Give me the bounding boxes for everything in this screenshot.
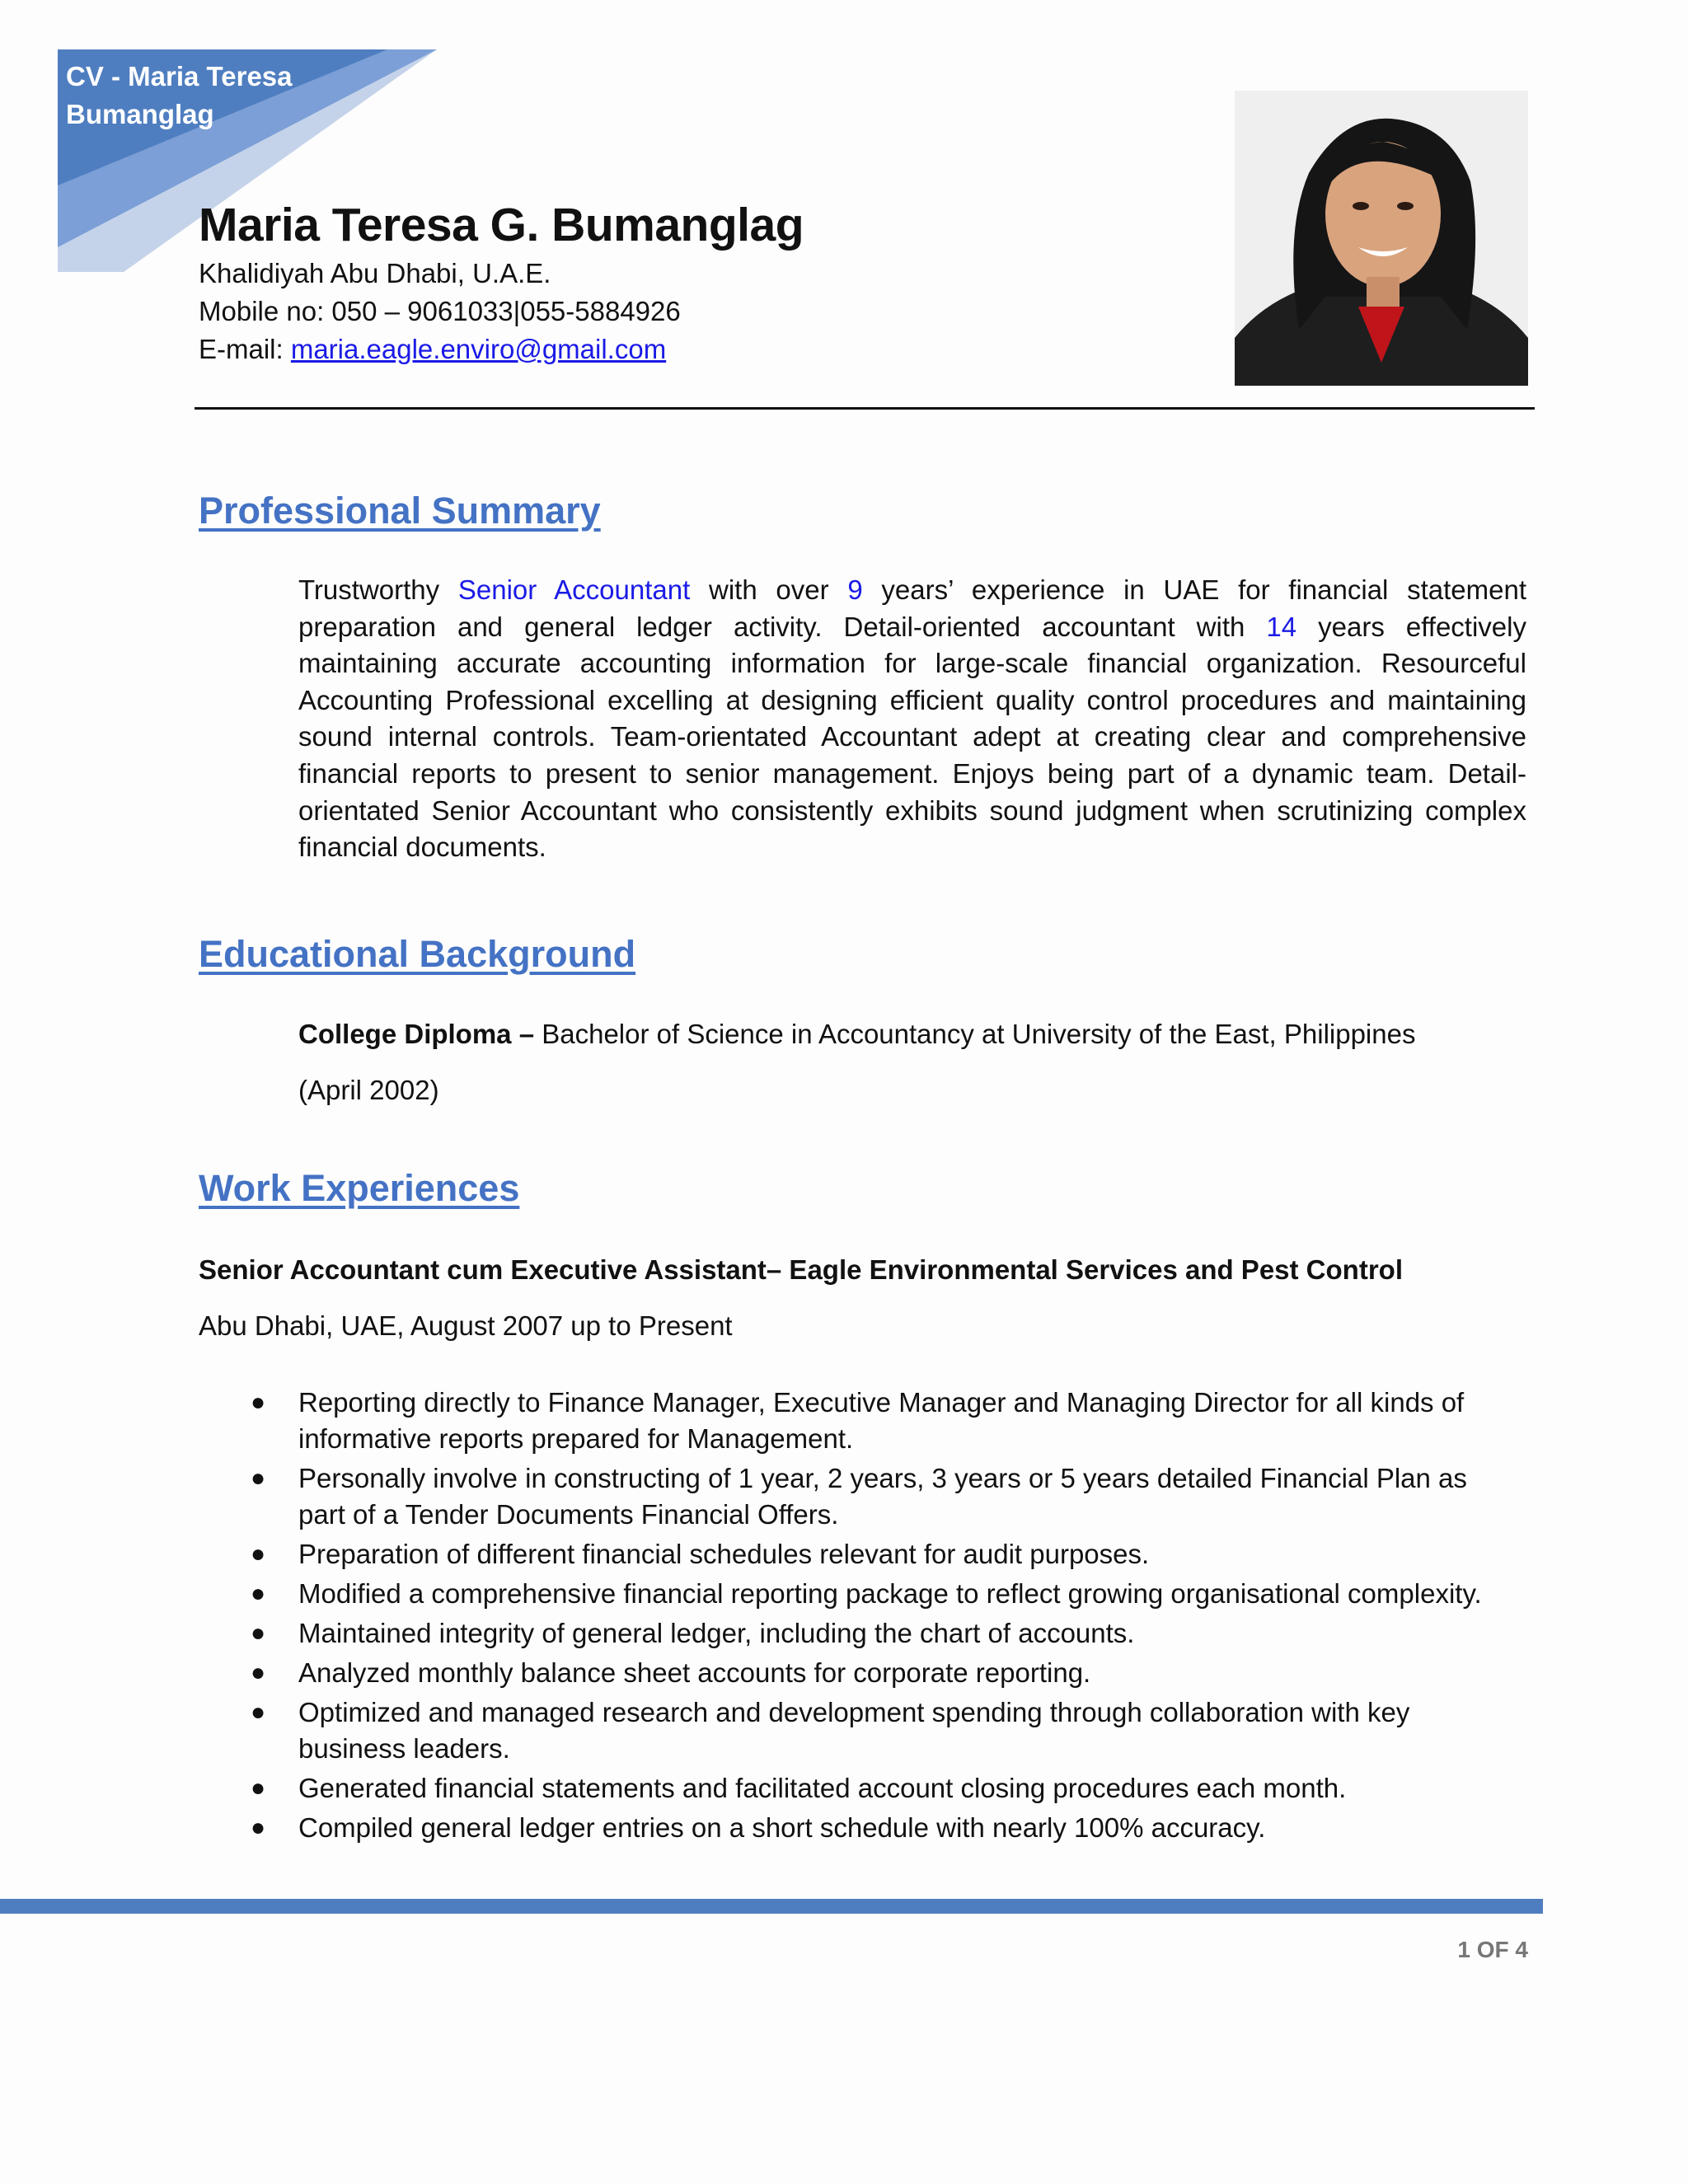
summary-text-4: years effectively maintaining accurate accounting information for large-scale financial organization. Resourceful Accounting Professional excelling at designing efficient quality control procedures and maintaining sound internal controls. Team-orientated Accountant adept at creating clear and comprehensive financial reports to present to senior management. Enjoys being part of a dynamic team. Detail-orientated Senior Accountant who consistently exhibits sound judgment when scrutinizing complex financial documents.: [298, 611, 1526, 863]
profile-photo: [1235, 91, 1528, 386]
education-degree: [298, 1019, 1415, 1050]
duty-text: Compiled general ledger entries on a short schedule with nearly 100% accuracy.: [298, 1812, 1266, 1843]
summary-paragraph: [298, 572, 1526, 866]
bullet-icon: ●: [251, 1465, 266, 1492]
bullet-icon: ●: [251, 1619, 266, 1647]
address: Khalidiyah Abu Dhabi, U.A.E.: [199, 258, 551, 288]
bullet-icon: ●: [251, 1774, 266, 1802]
job-location-date: Abu Dhabi, UAE, August 2007 up to Present: [199, 1310, 733, 1341]
email-line: [199, 334, 666, 365]
duty-item: [251, 1460, 1502, 1533]
duty-text: Generated financial statements and facilitated account closing procedures each month.: [298, 1773, 1347, 1803]
duty-text: Optimized and managed research and development spending through collaboration with key business leaders.: [298, 1697, 1410, 1764]
banner-title: [66, 58, 330, 134]
duty-text: Preparation of different financial schedules relevant for audit purposes.: [298, 1539, 1150, 1569]
banner-line-2: Bumanglag: [66, 99, 214, 129]
education-date: (April 2002): [298, 1075, 439, 1105]
bullet-icon: ●: [251, 1659, 266, 1686]
duty-item: [251, 1536, 1502, 1572]
duty-text: Analyzed monthly balance sheet accounts for corporate reporting.: [298, 1657, 1091, 1688]
summary-text-1: Trustworthy: [298, 574, 458, 605]
summary-heading: Professional Summary: [199, 490, 601, 532]
page-number: 1 OF 4: [1457, 1937, 1528, 1962]
summary-years-total: 14: [1266, 611, 1297, 642]
candidate-name: Maria Teresa G. Bumanglag: [199, 199, 804, 251]
banner-line-1: CV - Maria Teresa: [66, 61, 293, 91]
bullet-icon: ●: [251, 1814, 266, 1841]
duty-item: [251, 1770, 1502, 1807]
bullet-icon: ●: [251, 1699, 266, 1726]
bullet-icon: ●: [251, 1540, 266, 1568]
duty-text: Maintained integrity of general ledger, including the chart of accounts.: [298, 1618, 1135, 1648]
degree-label: College Diploma –: [298, 1019, 542, 1049]
duty-text: Modified a comprehensive financial reporting package to reflect growing organisational complexity.: [298, 1578, 1482, 1609]
duty-item: [251, 1694, 1502, 1767]
summary-text-2: with over: [690, 574, 848, 605]
duty-item: [251, 1615, 1502, 1652]
duty-item: [251, 1385, 1502, 1457]
work-heading: Work Experiences: [199, 1167, 520, 1209]
duty-item: [251, 1655, 1502, 1691]
bullet-icon: ●: [251, 1580, 266, 1607]
mobile-number: Mobile no: 050 – 9061033|055-5884926: [199, 296, 681, 326]
bullet-icon: ●: [251, 1389, 266, 1416]
footer-bar: [0, 1899, 1543, 1914]
summary-years-uae: 9: [847, 574, 863, 605]
duty-text: Personally involve in constructing of 1 year, 2 years, 3 years or 5 years detailed Financial Plan as part of a Tender Documents Financial Offers.: [298, 1463, 1467, 1530]
header-banner: [0, 0, 462, 297]
duty-item: [251, 1576, 1502, 1612]
duty-item: [251, 1810, 1502, 1846]
duty-text: Reporting directly to Finance Manager, Executive Manager and Managing Director for all kinds of informative reports prepared for Management.: [298, 1387, 1465, 1454]
email-link[interactable]: maria.eagle.enviro@gmail.com: [290, 334, 667, 364]
email-label: E-mail:: [199, 334, 291, 364]
header-divider: [195, 407, 1535, 410]
duties-list: [251, 1385, 1502, 1849]
summary-role: Senior Accountant: [457, 574, 691, 605]
profile-photo-icon: [1235, 91, 1528, 386]
education-heading: Educational Background: [199, 933, 636, 975]
job-title: Senior Accountant cum Executive Assistant– Eagle Environmental Services and Pest Control: [199, 1254, 1403, 1285]
degree-text: Bachelor of Science in Accountancy at University of the East, Philippines: [542, 1019, 1416, 1049]
summary-text-3: years’ experience in UAE for financial statement preparation and general ledger activity. Detail-oriented accountant with: [298, 574, 1527, 642]
